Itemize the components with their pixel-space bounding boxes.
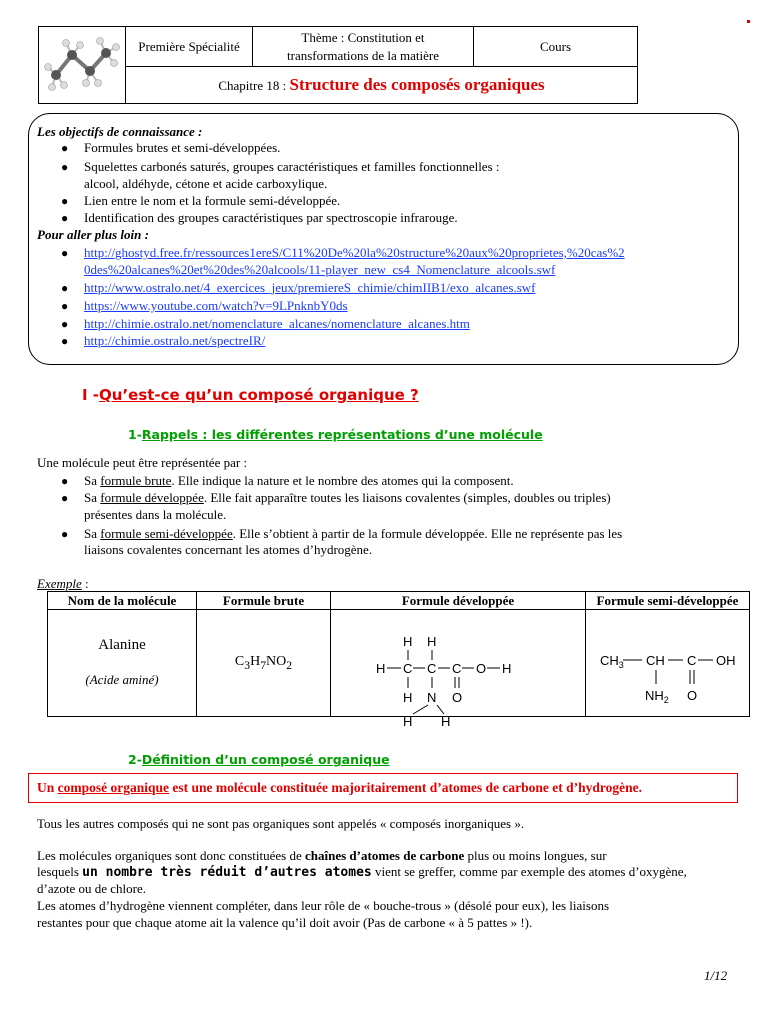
svg-text:C: C bbox=[687, 653, 697, 668]
level-cell: Première Spécialité bbox=[126, 27, 253, 67]
paragraph: lesquels un nombre très réduit d’autres atomes vient se greffer, comme par exemple des atomes d’oxygène, bbox=[37, 864, 687, 880]
semi-developed-formula-cell bbox=[586, 610, 750, 717]
example-label: Exemple : bbox=[37, 576, 89, 591]
atom-label: H bbox=[376, 661, 386, 676]
atom-label: C bbox=[403, 661, 413, 676]
representation-item-continuation: présentes dans la molécule. bbox=[84, 507, 227, 522]
link-item-continuation[interactable] bbox=[84, 262, 555, 278]
link-item[interactable]: ● http://chimie.ostralo.net/nomenclature_alcanes/nomenclature_alcanes.htm bbox=[61, 316, 470, 331]
paragraph: Tous les autres composés qui ne sont pas organiques sont appelés « composés inorganiques ». bbox=[37, 816, 525, 831]
page-number: 1/12 bbox=[704, 968, 728, 983]
svg-text:NH2: $NH_2$ bbox=[645, 688, 669, 705]
svg-text:O: O bbox=[687, 688, 698, 703]
link-item[interactable]: ● http://chimie.ostralo.net/spectreIR/ bbox=[61, 333, 266, 348]
theme-cell: Thème : Constitution et transformations de la matière bbox=[253, 27, 474, 67]
svg-text:OH: OH bbox=[716, 653, 736, 668]
brute-formula: $C_3H_7NO_2$ bbox=[234, 654, 293, 672]
chapter-cell bbox=[126, 67, 638, 104]
atom-label: O bbox=[476, 661, 487, 676]
atom-label: H bbox=[403, 714, 413, 729]
objectives-heading: Les objectifs de connaissance : bbox=[37, 124, 203, 139]
table-header: Nom de la molécule bbox=[48, 592, 197, 610]
objective-item: ● Identification des groupes caractéristiques par spectroscopie infrarouge. bbox=[61, 210, 458, 225]
representation-item: ● Sa formule brute. Elle indique la nature et le nombre des atomes qui la composent. bbox=[61, 473, 514, 488]
semi-developed-formula-diagram bbox=[586, 610, 754, 718]
header-table bbox=[38, 26, 638, 104]
butane-molecule-icon bbox=[42, 33, 122, 93]
type-cell: Cours bbox=[474, 27, 638, 67]
atom-label: C bbox=[452, 661, 462, 676]
atom-label: H bbox=[502, 661, 512, 676]
link-item[interactable]: ● https://www.youtube.com/watch?v=9LPnknbY0ds bbox=[61, 298, 348, 313]
molecule-logo-cell bbox=[39, 27, 126, 104]
molecule-name-note: (Acide aminé) bbox=[85, 672, 159, 687]
developed-formula-diagram bbox=[331, 610, 585, 729]
paragraph: Les atomes d’hydrogène viennent compléter, dans leur rôle de « bouche-trous » (désolé pour eux), les liaisons bbox=[37, 898, 610, 913]
atom-label: C bbox=[427, 661, 437, 676]
representation-item-continuation: liaisons covalentes concernant les atomes d’hydrogène. bbox=[84, 542, 373, 557]
objective-item: ● Squelettes carbonés saturés, groupes caractéristiques et familles fonctionnelles : bbox=[61, 159, 500, 174]
link-item[interactable]: ● http://ghostyd.free.fr/ressources1ereS/C11%20De%20la%20structure%20aux%20proprietes,%20cas%2 bbox=[61, 245, 625, 260]
svg-text:CH: CH bbox=[646, 653, 665, 668]
resource-link[interactable]: http://chimie.ostralo.net/nomenclature_alcanes/nomenclature_alcanes.htm bbox=[84, 316, 470, 331]
objective-item-continuation: alcool, aldéhyde, cétone et acide carboxylique. bbox=[84, 176, 328, 191]
developed-formula-cell bbox=[331, 610, 586, 729]
resource-link[interactable]: http://chimie.ostralo.net/spectreIR/ bbox=[84, 333, 266, 348]
atom-label: O bbox=[452, 690, 463, 705]
intro-text: Une molécule peut être représentée par : bbox=[37, 455, 248, 470]
atom-label: H bbox=[403, 690, 413, 705]
brute-formula-cell bbox=[197, 610, 331, 717]
subsection-2-title: 2-Définition d’un composé organique bbox=[128, 752, 390, 767]
link-item[interactable]: ● http://www.ostralo.net/4_exercices_jeux/premiereS_chimie/chimIIB1/exo_alcanes.swf bbox=[61, 280, 536, 295]
resource-link[interactable]: http://ghostyd.free.fr/ressources1ereS/C11%20De%20la%20structure%20aux%20proprietes,%20cas%2 bbox=[84, 245, 625, 260]
svg-text:CH3: $CH_3$ bbox=[600, 653, 624, 670]
molecule-name-cell bbox=[48, 610, 197, 717]
paragraph: Les molécules organiques sont donc constituées de chaînes d’atomes de carbone plus ou moins longues, sur bbox=[37, 848, 607, 863]
atom-label: H bbox=[427, 634, 437, 649]
objective-item: ● Formules brutes et semi-développées. bbox=[61, 140, 281, 155]
paragraph: d’azote ou de chlore. bbox=[37, 881, 147, 896]
corner-mark bbox=[747, 20, 750, 23]
table-header: Formule développée bbox=[331, 592, 586, 610]
representation-item: ● Sa formule semi-développée. Elle s’obtient à partir de la formule développée. Elle ne représente pas les bbox=[61, 526, 623, 541]
representation-item: ● Sa formule développée. Elle fait apparaître toutes les liaisons covalentes (simples, doubles ou triples) bbox=[61, 490, 611, 505]
objective-item: ● Lien entre le nom et la formule semi-développée. bbox=[61, 193, 341, 208]
further-heading: Pour aller plus loin : bbox=[37, 227, 149, 242]
resource-link[interactable]: https://www.youtube.com/watch?v=9LPnknbY0ds bbox=[84, 298, 348, 313]
molecule-name: Alanine bbox=[98, 637, 146, 653]
section-1-title: I -Qu’est-ce qu’un composé organique ? bbox=[82, 386, 419, 404]
definition-text: Un composé organique est une molécule constituée majoritairement d’atomes de carbone et d’hydrogène. bbox=[37, 780, 643, 795]
table-header: Formule semi-développée bbox=[586, 592, 750, 610]
chapter-prefix: Chapitre 18 : bbox=[218, 78, 287, 93]
chapter-title: Structure des composés organiques bbox=[289, 75, 545, 94]
table-header: Formule brute bbox=[197, 592, 331, 610]
paragraph: restantes pour que chaque atome ait la valence qu’il doit avoir (Pas de carbone « à 5 pattes » !). bbox=[37, 915, 533, 930]
atom-label: N bbox=[427, 690, 437, 705]
resource-link[interactable]: 0des%20alcanes%20et%20des%20alcools/11-player_new_cs4_Nomenclature_alcools.swf bbox=[84, 262, 556, 277]
definition-box bbox=[28, 773, 738, 803]
resource-link[interactable]: http://www.ostralo.net/4_exercices_jeux/premiereS_chimie/chimIIB1/exo_alcanes.swf bbox=[84, 280, 536, 295]
subsection-1-title: 1-Rappels : les différentes représentations d’une molécule bbox=[128, 427, 543, 442]
atom-label: H bbox=[403, 634, 413, 649]
atom-label: H bbox=[441, 714, 451, 729]
example-table bbox=[47, 591, 750, 729]
